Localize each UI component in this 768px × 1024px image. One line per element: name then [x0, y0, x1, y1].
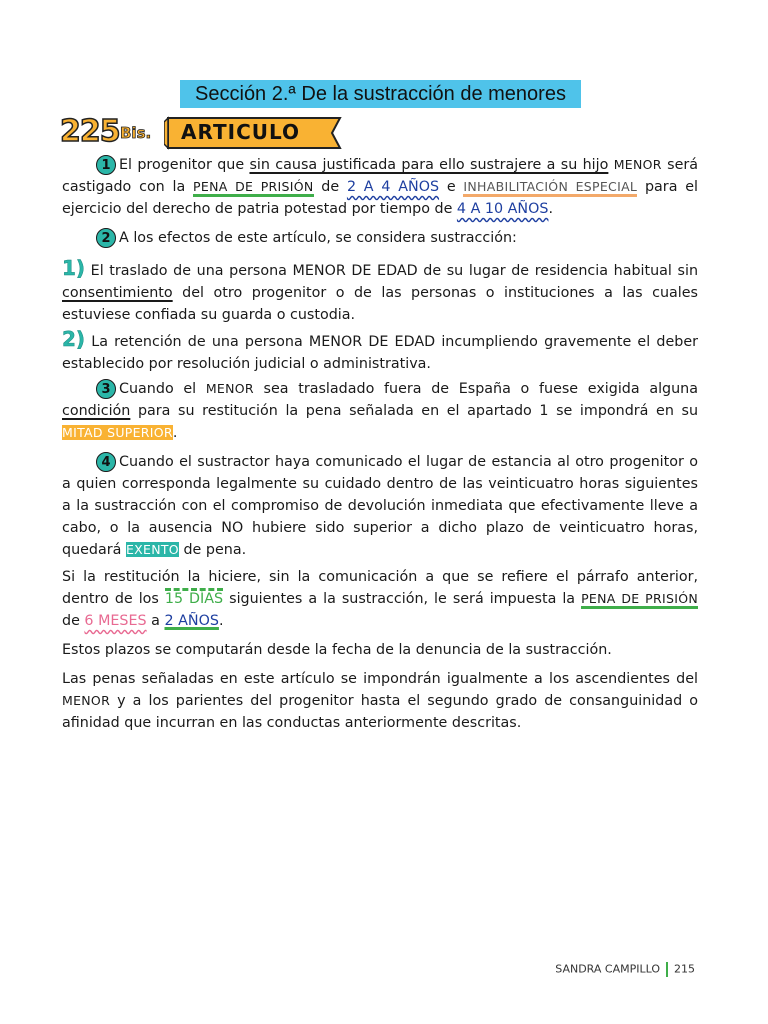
paragraph-7: Las penas señaladas en este artículo se impondrán igualmente a los ascendientes del MENOR y a los parientes del progenitor hasta el segundo grado de consanguinidad o afinidad que incurran en las conductas anteriormente descritas.	[62, 671, 698, 731]
paragraph-6: Estos plazos se computarán desde la fecha de la denuncia de la sustracción.	[62, 642, 612, 658]
section-title: Sección 2.ª De la sustracción de menores	[180, 80, 581, 108]
paragraph-2-item-2: 2) La retención de una persona MENOR DE EDAD incumpliendo gravemente el deber establecido por resolución judicial o administrativa.	[62, 327, 698, 372]
paragraph-1: 1 El progenitor que sin causa justificada para ello sustrajere a su hijo MENOR será castigado con la PENA DE PRISIÓN de 2 A 4 AÑOS e INHABILITACIÓN ESPECIAL para el ejercicio del derecho de patria potestad por tiempo de 4 A 10 AÑOS.	[62, 157, 699, 217]
number-badge-4: 4	[96, 452, 116, 472]
paragraph-3: 3 Cuando el MENOR sea trasladado fuera de España o fuese exigida alguna condición para su restitución la pena señalada en el apartado 1 se impondrá en su MITAD SUPERIOR.	[62, 381, 699, 441]
footer-author: SANDRA CAMPILLO	[555, 962, 660, 976]
article-number: 225	[60, 114, 120, 149]
number-badge-2: 2	[96, 228, 116, 248]
page-number: 215	[674, 962, 695, 976]
item-number-2: 2)	[62, 327, 86, 351]
article-label: ARTICULO	[181, 120, 301, 144]
footer-divider	[666, 962, 668, 977]
paragraph-2-item-1: 1) El traslado de una persona MENOR DE EDAD de su lugar de residencia habitual sin consentimiento del otro progenitor o de las personas o instituciones a las cuales estuviese confiada su guarda o custodia.	[62, 256, 698, 323]
paragraph-5: Si la restitución la hiciere, sin la comunicación a que se refiere el párrafo anterior, dentro de los 15 DÍAS siguientes a la sustracción, le será impuesta la PENA DE PRISIÓN de 6 MESES a 2 AÑOS.	[62, 569, 698, 629]
item-number-1: 1)	[62, 256, 86, 280]
article-suffix: Bis.	[120, 124, 152, 142]
page-footer	[555, 962, 695, 977]
number-badge-3: 3	[96, 379, 116, 399]
paragraph-4: 4 Cuando el sustractor haya comunicado el lugar de estancia al otro progenitor o a quien corresponda legalmente su cuidado dentro de las veinticuatro horas siguientes a la sustracción con el compromiso de devolución inmediata que efectivamente lleve a cabo, o la ausencia NO hubiere sido superior a dicho plazo de veinticuatro horas, quedará EXENTO de pena.	[62, 454, 698, 558]
paragraph-2: 2 A los efectos de este artículo, se considera sustracción:	[62, 227, 698, 249]
number-badge-1: 1	[96, 155, 116, 175]
